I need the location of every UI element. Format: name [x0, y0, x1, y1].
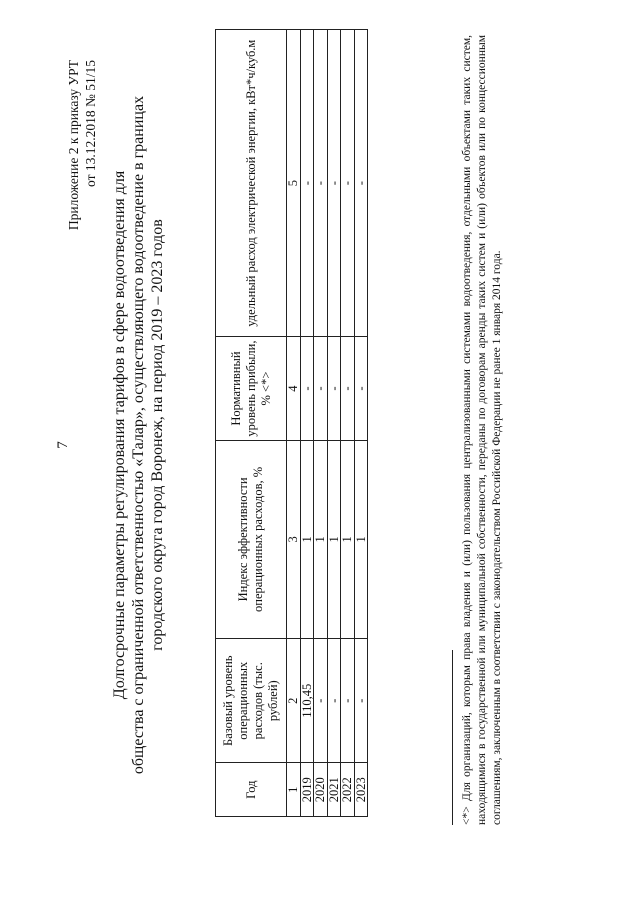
table-cell: 1 [354, 440, 368, 638]
table-cell: - [314, 337, 328, 441]
table-cell: 4 [287, 337, 301, 441]
table-cell: - [354, 30, 368, 337]
appendix-line-2: от 13.12.2018 № 51/15 [83, 60, 98, 187]
footnote: <*> Для организаций, которым права владения и (или) пользования централизованными системами водоотведения, отдельными объектами таких систем, находящимися в государственной или муниципальной собственности, переданы по договорам аренды таких систем и (или) объектов или по концессионным соглашениям, заключенным в соответствии с законодательством Российской Федерации не ранее 1 января 2014 года. [461, 35, 503, 825]
header-year: Год [216, 763, 287, 817]
page-number: 7 [55, 441, 71, 449]
appendix-line-1: Приложение 2 к приказу УРТ [66, 60, 81, 231]
table-cell: 2019 [300, 763, 314, 817]
table-cell: - [300, 30, 314, 337]
title-line-3: городского округа город Воронеж, на период 2019 – 2023 годов [149, 219, 166, 651]
table-cell: 1 [327, 440, 341, 638]
table-cell: - [354, 337, 368, 441]
header-energy-consumption: удельный расход электрической энергии, кВт*ч/куб.м [216, 30, 287, 337]
title-line-2: общества с ограниченной ответственностью «Талар», осуществляющего водоотведение в границах [130, 95, 147, 775]
footnote-divider [452, 650, 453, 825]
header-efficiency-index: Индекс эффективности операционных расходов, % [216, 440, 287, 638]
table-cell: - [327, 639, 341, 763]
table-row [314, 30, 328, 817]
table-row [354, 30, 368, 817]
table-cell: - [341, 30, 355, 337]
table-cell: - [314, 30, 328, 337]
table-cell: - [327, 337, 341, 441]
table-cell: - [327, 30, 341, 337]
table-cell: 110,45 [300, 639, 314, 763]
table-header-row [216, 30, 287, 817]
table-cell: - [341, 337, 355, 441]
appendix-note [65, 60, 99, 305]
header-profit-level: Нормативный уровень прибыли, % <*> [216, 337, 287, 441]
table-row [341, 30, 355, 817]
table-cell: 1 [341, 440, 355, 638]
table-cell: - [314, 639, 328, 763]
table-cell: 1 [287, 763, 301, 817]
table-cell: 2023 [354, 763, 368, 817]
table-cell: - [341, 639, 355, 763]
table-cell: 2020 [314, 763, 328, 817]
table-cell: 1 [314, 440, 328, 638]
table-cell: - [354, 639, 368, 763]
table-cell: 5 [287, 30, 301, 337]
table-row [300, 30, 314, 817]
table-cell: 2022 [341, 763, 355, 817]
table-row [327, 30, 341, 817]
parameters-table [215, 29, 368, 817]
title-line-1: Долгосрочные параметры регулирования тарифов в сфере водоотведения для [111, 170, 128, 700]
header-base-opex: Базовый уровень операционных расходов (тыс. рублей) [216, 639, 287, 763]
table-cell: 2 [287, 639, 301, 763]
table-cell: - [300, 337, 314, 441]
table-cell: 1 [300, 440, 314, 638]
table-cell: 3 [287, 440, 301, 638]
table-index-row [287, 30, 301, 817]
table-cell: 2021 [327, 763, 341, 817]
document-title [110, 45, 167, 825]
